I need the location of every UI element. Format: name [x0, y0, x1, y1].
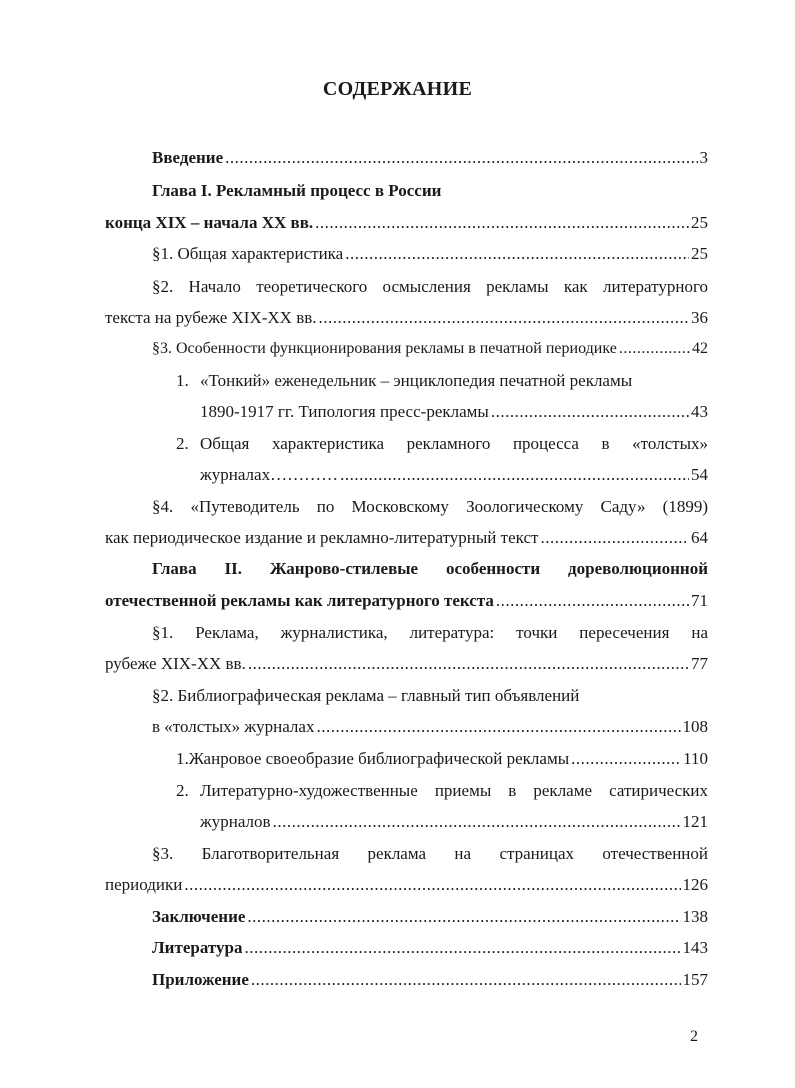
toc-entry-ch2-s1-line1: §1. Реклама, журналистика, литература: точки пересечения на — [152, 623, 708, 642]
toc-entry-ch1-s3-2 — [200, 464, 708, 486]
toc-entry-ch2-s1 — [105, 653, 708, 675]
toc-label: рубеже XIX-XX вв. — [105, 654, 246, 673]
toc-page-number: 54 — [691, 465, 708, 484]
dot-leader — [244, 937, 680, 959]
dot-leader — [225, 147, 697, 169]
toc-page-number: 64 — [691, 528, 708, 547]
toc-label: §1. Общая характеристика — [152, 244, 344, 263]
toc-entry-ch2-s2-line1: §2. Библиографическая реклама – главный тип объявлений — [152, 686, 580, 705]
list-number: 2. — [176, 781, 189, 800]
toc-label: Литературно-художественные приемы в рекламе сатирических — [200, 781, 708, 800]
toc-entry-chapter-1 — [105, 212, 708, 234]
list-number: 1. — [176, 371, 189, 390]
dot-leader — [248, 653, 689, 675]
toc-page-number: 77 — [691, 654, 708, 673]
page-number: 2 — [690, 1028, 698, 1045]
toc-chapter-1-title: Глава I. Рекламный процесс в России — [152, 181, 442, 200]
toc-entry-ch1-s3-1-line1 — [176, 370, 632, 392]
toc-label: журналов — [200, 812, 271, 831]
toc-label: журналах………… — [200, 465, 339, 484]
toc-label: Введение — [152, 148, 224, 167]
toc-page-number: 43 — [691, 402, 708, 421]
dot-leader — [316, 716, 680, 738]
toc-page-number: 110 — [683, 749, 708, 768]
toc-label: в «толстых» журналах — [152, 717, 315, 736]
toc-page-number: 108 — [682, 717, 708, 736]
toc-label: текста на рубеже XIX-XX вв. — [105, 308, 317, 327]
toc-label: отечественной рекламы как литературного текста — [105, 591, 494, 610]
toc-entry-ch2-s2-2 — [200, 811, 708, 833]
toc-label: «Тонкий» еженедельник – энциклопедия печатной рекламы — [200, 371, 633, 390]
toc-label: конца XIX – начала XX вв. — [105, 213, 314, 232]
dot-leader — [496, 590, 689, 612]
toc-page-number: 42 — [692, 340, 708, 357]
toc-label: периодики — [105, 875, 183, 894]
toc-entry-literature — [152, 937, 708, 959]
page-title: СОДЕРЖАНИЕ — [322, 78, 473, 100]
dot-leader — [619, 338, 690, 360]
toc-page-number: 3 — [699, 148, 708, 167]
toc-page-number: 143 — [682, 938, 708, 957]
toc-entry-conclusion — [152, 906, 708, 928]
dot-leader — [247, 906, 680, 928]
list-number: 2. — [176, 434, 189, 453]
dot-leader — [540, 527, 689, 549]
toc-entry-ch2-s2-1 — [176, 748, 708, 770]
toc-entry-chapter-2 — [105, 590, 708, 612]
toc-entry-ch2-s2-2-line1 — [176, 780, 708, 802]
toc-page-number: 36 — [691, 308, 708, 327]
toc-page-number: 25 — [691, 213, 708, 232]
toc-label: §3. Особенности функционирования рекламы в печатной периодике — [152, 340, 617, 357]
list-number: 1. — [176, 749, 189, 768]
toc-entry-ch2-s2 — [152, 716, 708, 738]
toc-page-number: 25 — [691, 244, 708, 263]
toc-label: Литература — [152, 938, 243, 957]
toc-page-number: 121 — [682, 812, 708, 831]
toc-entry-ch1-s2-line1: §2. Начало теоретического осмысления рекламы как литературного — [152, 277, 708, 296]
toc-page-number: 71 — [691, 591, 708, 610]
toc-label: Приложение — [152, 970, 249, 989]
toc-entry-ch2-s3-line1: §3. Благотворительная реклама на страницах отечественной — [152, 844, 708, 863]
dot-leader — [315, 212, 689, 234]
toc-label: 1890-1917 гг. Типология пресс-рекламы — [200, 402, 489, 421]
toc-label: Заключение — [152, 907, 246, 926]
toc-entry-ch1-s3-2-line1 — [176, 433, 708, 455]
dot-leader — [319, 307, 689, 329]
toc-entry-intro — [152, 147, 708, 169]
toc-entry-ch1-s1 — [152, 243, 708, 265]
toc-entry-ch1-s4 — [105, 527, 708, 549]
toc-label: как периодическое издание и рекламно-литературный текст — [105, 528, 539, 547]
dot-leader — [251, 969, 681, 991]
toc-entry-ch2-s3 — [105, 874, 708, 896]
toc-entry-ch1-s3 — [152, 338, 708, 360]
toc-page-number: 138 — [682, 907, 708, 926]
toc-label: Общая характеристика рекламного процесса в «толстых» — [200, 434, 708, 453]
dot-leader — [340, 464, 689, 486]
dot-leader — [571, 748, 681, 770]
dot-leader — [184, 874, 680, 896]
toc-entry-ch1-s4-line1: §4. «Путеводитель по Московскому Зоологическому Саду» (1899) — [152, 497, 708, 516]
toc-entry-ch1-s3-1 — [200, 401, 708, 423]
dot-leader — [345, 243, 689, 265]
toc-entry-ch1-s2 — [105, 307, 708, 329]
toc-page-number: 157 — [682, 970, 708, 989]
toc-chapter-2-title: Глава II. Жанрово-стилевые особенности дореволюционной — [152, 559, 708, 578]
dot-leader — [491, 401, 689, 423]
toc-page-number: 126 — [682, 875, 708, 894]
dot-leader — [273, 811, 681, 833]
toc-entry-appendix — [152, 969, 708, 991]
toc-label: Жанровое своеобразие библиографической рекламы — [188, 749, 570, 768]
